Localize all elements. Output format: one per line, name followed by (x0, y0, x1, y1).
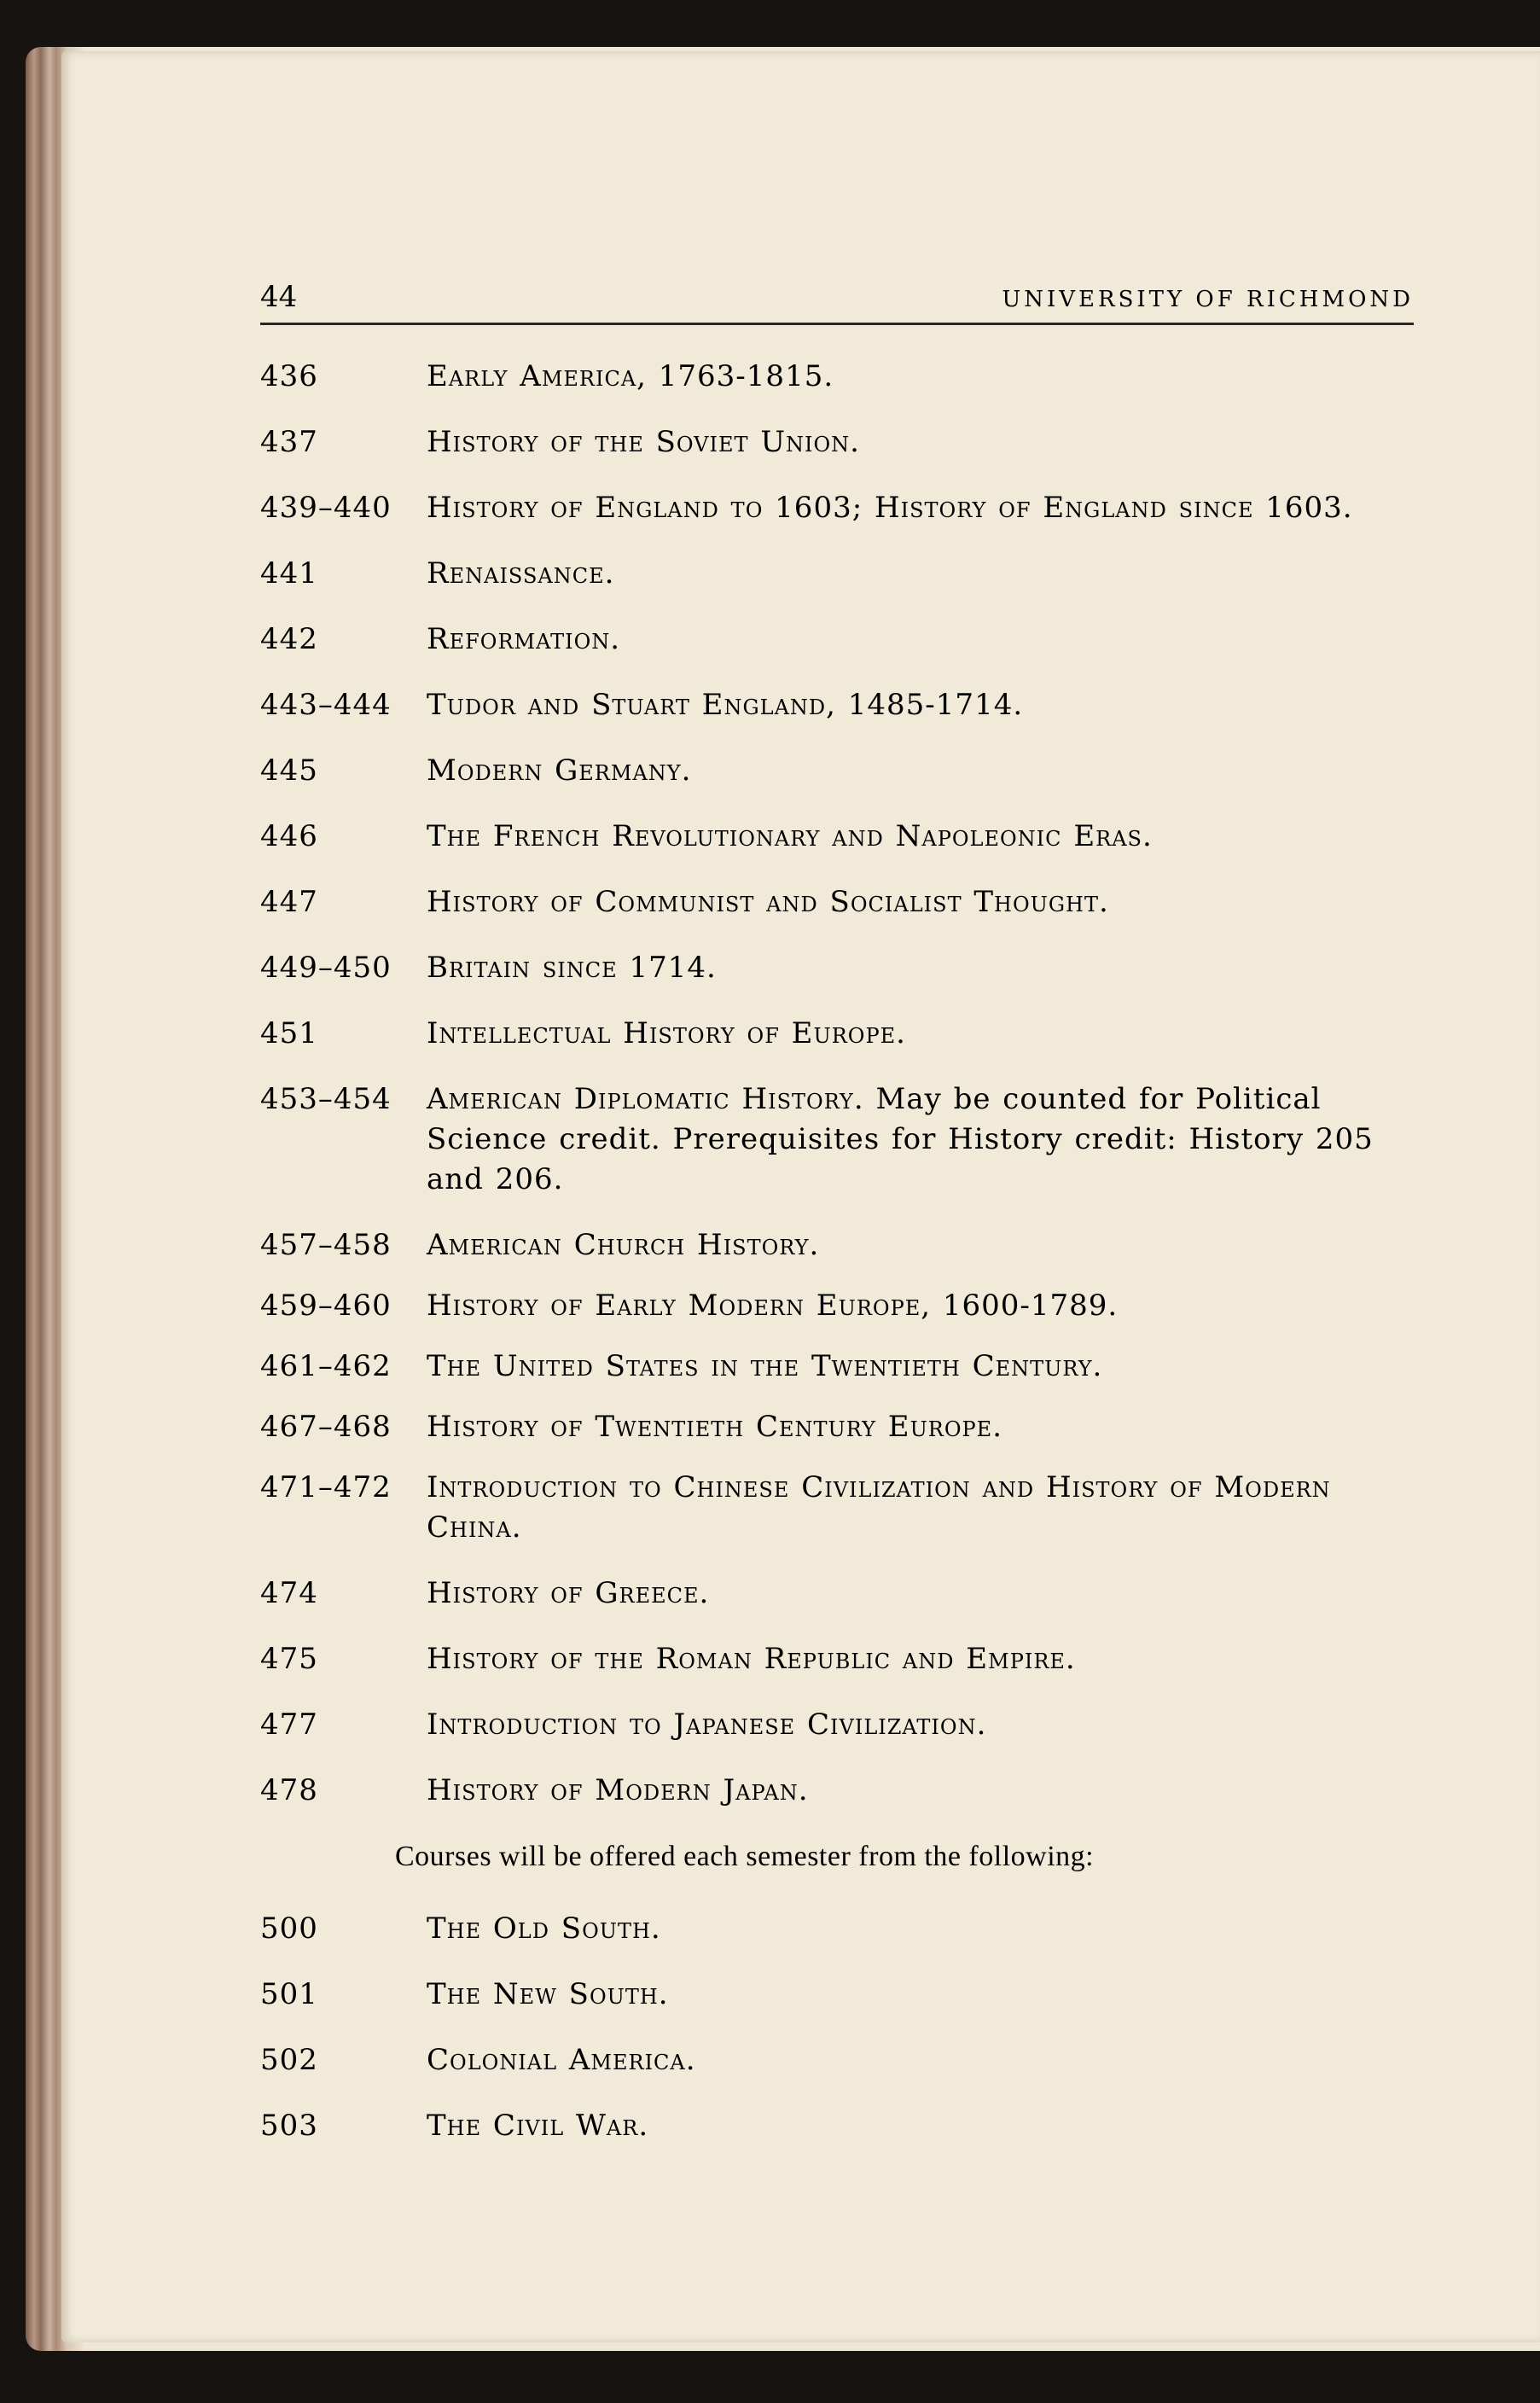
course-number: 467–468 (260, 1410, 392, 1444)
course-entry (260, 1014, 1414, 1054)
running-head: UNIVERSITY OF RICHMOND (1002, 287, 1414, 312)
semester-course-entry (260, 1975, 1414, 2015)
course-number: 446 (260, 819, 318, 853)
course-entry (260, 817, 1414, 857)
course-title: Intellectual History of Europe. (427, 1016, 906, 1050)
course-entry (260, 1705, 1414, 1745)
page-header (260, 230, 1414, 324)
header-rule (260, 323, 1414, 325)
course-number: 474 (260, 1576, 318, 1610)
course-number: 502 (260, 2043, 318, 2077)
course-title: Modern Germany. (427, 753, 692, 788)
course-number: 453–454 (260, 1082, 392, 1116)
course-title: Reformation. (427, 622, 621, 656)
semester-course-entry (260, 2040, 1414, 2080)
course-entry (260, 620, 1414, 660)
semester-course-entry (260, 1909, 1414, 1949)
course-entry (260, 685, 1414, 725)
course-title: The Civil War. (427, 2109, 649, 2143)
course-entry (260, 882, 1414, 922)
course-number: 501 (260, 1977, 318, 2011)
course-number: 475 (260, 1642, 318, 1676)
course-title: The Old South. (427, 1911, 661, 1946)
course-entry (260, 1639, 1414, 1679)
course-title: Britain since 1714. (427, 951, 717, 985)
course-number: 439–440 (260, 491, 392, 525)
course-title: American Diplomatic History. (427, 1082, 864, 1116)
course-number: 436 (260, 359, 318, 393)
course-number: 461–462 (260, 1349, 392, 1383)
course-title: History of the Soviet Union. (427, 425, 860, 459)
course-title: History of Communist and Socialist Thought. (427, 885, 1109, 919)
course-title: History of the Roman Republic and Empire. (427, 1642, 1076, 1676)
course-title: Early America, 1763-1815. (427, 359, 834, 393)
course-number: 478 (260, 1773, 318, 1807)
course-title: Renaissance. (427, 556, 615, 591)
course-title: Introduction to Chinese Civilization and History of Modern China. (427, 1470, 1331, 1545)
course-number: 443–444 (260, 688, 392, 722)
course-number: 459–460 (260, 1289, 392, 1323)
course-number: 503 (260, 2109, 318, 2143)
course-entry (260, 1574, 1414, 1614)
course-title: The New South. (427, 1977, 669, 2011)
semester-course-entry (260, 2106, 1414, 2146)
course-entry (260, 1347, 1414, 1387)
course-number: 457–458 (260, 1228, 392, 1262)
course-title: The United States in the Twentieth Century. (427, 1349, 1103, 1383)
course-entry (260, 488, 1414, 528)
course-title: American Church History. (427, 1228, 820, 1262)
course-number: 500 (260, 1911, 318, 1946)
course-entry (260, 1468, 1414, 1548)
course-description: May be counted for Political Science credit. Prerequisites for History credit: History 205 and 206. (427, 1082, 1374, 1196)
course-number: 471–472 (260, 1470, 392, 1504)
course-entry (260, 751, 1414, 791)
course-number: 449–450 (260, 951, 392, 985)
course-title: Colonial America. (427, 2043, 696, 2077)
course-number: 451 (260, 1016, 318, 1050)
course-entry (260, 1286, 1414, 1326)
course-number: 442 (260, 622, 318, 656)
course-title: History of Early Modern Europe, 1600-1789. (427, 1289, 1119, 1323)
course-entry (260, 1407, 1414, 1447)
semester-note: Courses will be offered each semester from the following: (395, 1841, 1095, 1872)
course-entry (260, 422, 1414, 463)
course-title: Tudor and Stuart England, 1485-1714. (427, 688, 1024, 722)
course-list (260, 357, 1414, 2172)
course-entry (260, 948, 1414, 988)
course-entry (260, 1079, 1414, 1200)
course-entry (260, 1771, 1414, 1811)
course-number: 441 (260, 556, 318, 591)
course-title: Introduction to Japanese Civilization. (427, 1708, 987, 1742)
course-number: 437 (260, 425, 318, 459)
course-title: The French Revolutionary and Napoleonic Eras. (427, 819, 1153, 853)
course-title: History of England to 1603; History of England since 1603. (427, 491, 1353, 525)
course-entry (260, 357, 1414, 397)
course-title: History of Modern Japan. (427, 1773, 809, 1807)
course-number: 445 (260, 753, 318, 788)
course-number: 477 (260, 1708, 318, 1742)
course-entry (260, 554, 1414, 594)
course-title: History of Twentieth Century Europe. (427, 1410, 1003, 1444)
course-title: History of Greece. (427, 1576, 710, 1610)
course-entry (260, 1225, 1414, 1266)
page-number: 44 (260, 280, 298, 314)
course-number: 447 (260, 885, 318, 919)
course-title-with-description (427, 1079, 1414, 1200)
